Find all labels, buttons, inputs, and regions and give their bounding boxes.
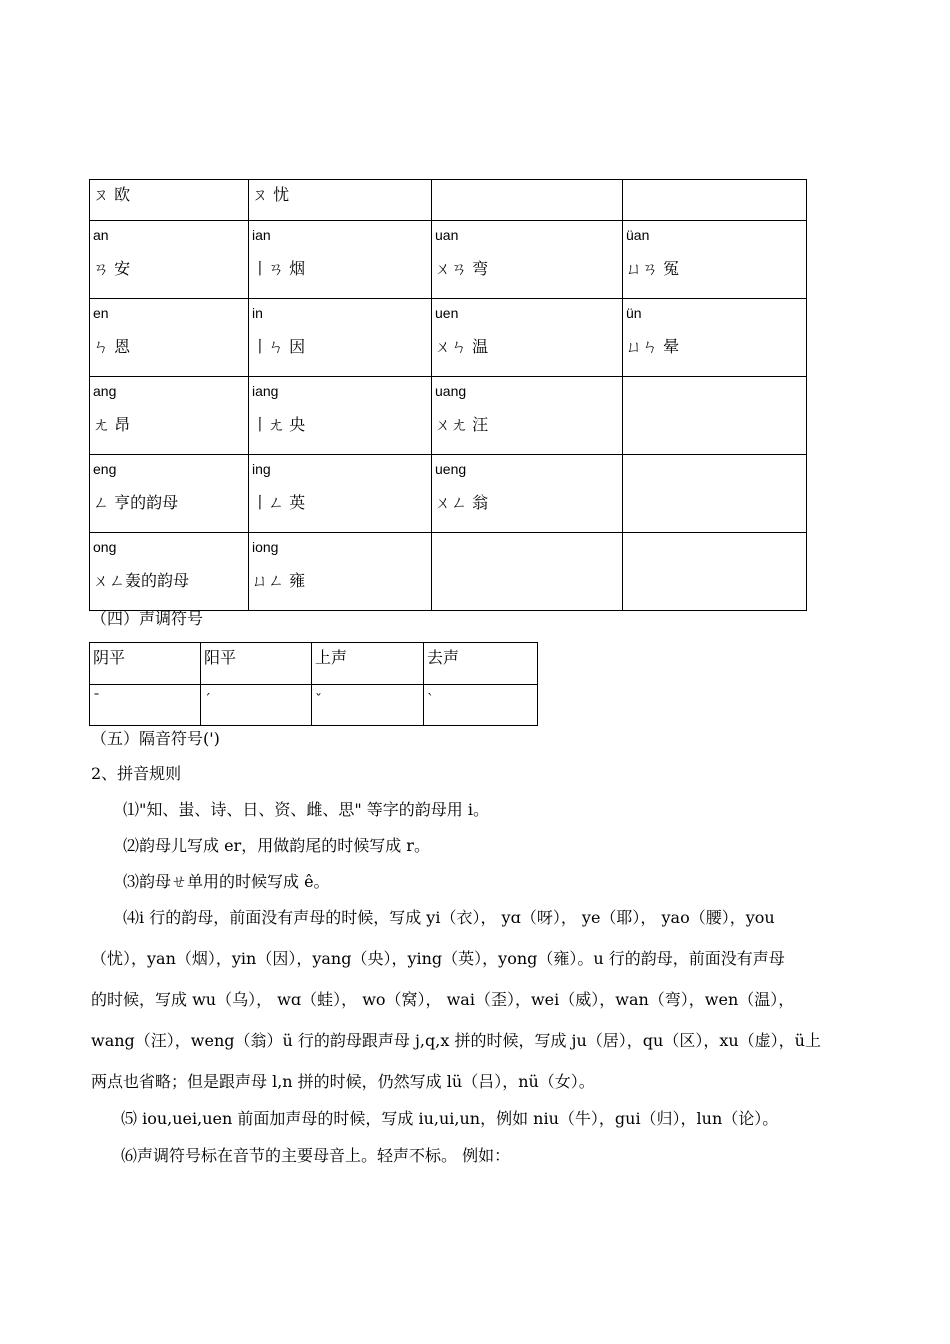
tone-mark-3: ˇ [312,685,424,726]
finals-cell [432,533,623,611]
finals-cell [623,533,807,611]
rule-5: ⑸ iou,uei,uen 前面加声母的时候，写成 iu,ui,un，例如 niu（牛），gui（归），lun（论）。 [121,1109,779,1128]
rule-2: ⑵韵母儿写成 er，用做韵尾的时候写成 r。 [123,836,430,855]
tone-header-qusheng: 去声 [424,643,538,685]
zhuyin-example: ㄩㄢ 冤 [626,259,680,278]
finals-table [89,179,807,611]
tone-header-shangsheng: 上声 [312,643,424,685]
rule-4-line-4: wang（汪），weng（翁）ü 行的韵母跟声母 j,q,x 拼的时候，写成 ju（居），qu（区），xu（虚），ü上 [91,1031,821,1050]
rule-4-line-2: （忧），yan（烟），yin（因），yang（央），ying（英），yong（雍）。u 行的韵母，前面没有声母 [91,949,785,968]
pinyin-label: üan [626,227,650,243]
pinyin-label [626,537,803,559]
pinyin-label: ang [93,383,117,399]
finals-cell [90,299,249,377]
pinyin-label: iang [252,383,279,399]
pinyin-label: ueng [435,461,467,477]
finals-cell [432,377,623,455]
rule-4-line-1: ⑷i 行的韵母，前面没有声母的时候，写成 yi（衣）， yɑ（呀）， ye（耶）， yao（腰），you [123,908,775,927]
zhuyin-example: ㄡ 忧 [252,185,290,204]
finals-cell [623,180,807,221]
pinyin-label: uan [435,227,459,243]
finals-cell [432,180,623,221]
finals-row [90,221,807,299]
pinyin-label: uen [435,305,459,321]
zhuyin-example: 丨ㄥ 英 [252,493,306,512]
zhuyin-example: ㄨㄢ 弯 [435,259,489,278]
tone-table [89,642,538,726]
finals-cell [432,455,623,533]
rule-4-paragraph [91,897,863,1102]
zhuyin-example: ㄡ 欧 [93,185,131,204]
zhuyin-example: ㄨㄥ轰的韵母 [93,571,190,590]
zhuyin-example: ㄣ 恩 [93,337,131,356]
zhuyin-example: ㄨㄥ 翁 [435,493,489,512]
zhuyin-example: 丨ㄤ 央 [252,415,306,434]
tone-header-yangping: 阳平 [201,643,312,685]
pinyin-label [626,459,803,481]
finals-row [90,455,807,533]
pinyin-label: ing [252,461,271,477]
finals-row [90,180,807,221]
section2-heading: 2、拼音规则 [91,764,182,783]
finals-row [90,299,807,377]
finals-cell [249,377,432,455]
finals-cell [432,221,623,299]
finals-cell [90,533,249,611]
tone-mark-1: ˉ [90,685,201,726]
finals-cell [249,221,432,299]
finals-cell [249,299,432,377]
zhuyin-example: ㄩㄥ 雍 [252,571,306,590]
rule-1: ⑴"知、蚩、诗、日、资、雌、思" 等字的韵母用 i。 [123,800,490,819]
finals-row [90,533,807,611]
pinyin-label: an [93,227,109,243]
section5-heading: （五）隔音符号(') [91,729,220,748]
tone-header-yinping: 阴平 [90,643,201,685]
zhuyin-example: ㄢ 安 [93,259,131,278]
zhuyin-example: 丨ㄢ 烟 [252,259,306,278]
pinyin-label [626,381,803,403]
finals-cell [623,377,807,455]
zhuyin-example: ㄥ 亨的韵母 [93,493,179,512]
finals-cell [249,533,432,611]
rule-4-line-3: 的时候，写成 wu（乌）， wɑ（蛙）， wo（窝）， wai（歪），wei（威），wan（弯），wen（温）， [91,990,795,1009]
pinyin-label: uang [435,383,467,399]
rule-4-line-5: 两点也省略；但是跟声母 l,n 拼的时候，仍然写成 lü（吕），nü（女）。 [91,1072,595,1091]
pinyin-label: eng [93,461,117,477]
rule-6: ⑹声调符号标在音节的主要母音上。轻声不标。 例如： [121,1146,511,1165]
finals-cell [90,377,249,455]
finals-cell [90,180,249,221]
zhuyin-example: 丨ㄣ 因 [252,337,306,356]
finals-row [90,377,807,455]
zhuyin-example: ㄩㄣ 晕 [626,337,680,356]
section4-heading: （四）声调符号 [91,609,204,628]
pinyin-label: en [93,305,109,321]
pinyin-label: ian [252,227,271,243]
finals-cell [90,455,249,533]
tone-mark-2: ˊ [201,685,312,726]
rule-3: ⑶韵母ㄝ单用的时候写成 ê。 [123,872,330,891]
pinyin-label: in [252,305,263,321]
zhuyin-example: ㄨㄤ 汪 [435,415,489,434]
pinyin-label: iong [252,539,279,555]
finals-cell [249,455,432,533]
finals-cell [90,221,249,299]
pinyin-label: ün [626,305,642,321]
tone-mark-4: ˋ [424,685,538,726]
finals-cell [623,455,807,533]
zhuyin-example: ㄤ 昂 [93,415,131,434]
pinyin-label [435,537,619,559]
zhuyin-example: ㄨㄣ 温 [435,337,489,356]
finals-cell [249,180,432,221]
finals-cell [623,221,807,299]
finals-cell [432,299,623,377]
finals-cell [623,299,807,377]
pinyin-label: ong [93,539,117,555]
